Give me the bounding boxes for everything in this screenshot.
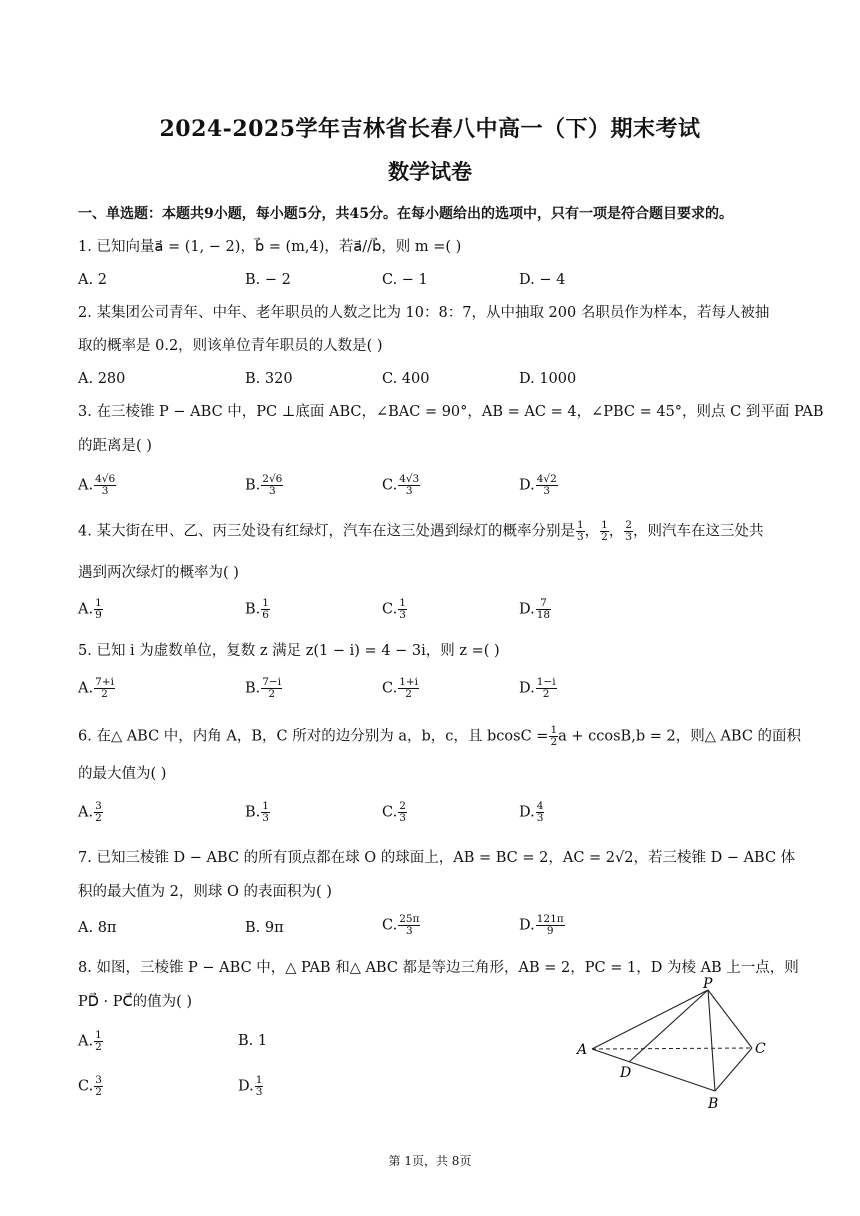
q4-stem-line2: 遇到两次绿灯的概率为( )	[78, 565, 239, 581]
q7-stem-line2: 积的最大值为 2，则球 O 的表面积为( )	[78, 884, 332, 900]
q5-option-d: D. $\frac{1-i}{2}$	[519, 676, 556, 700]
q8-option-a: A. $\frac{1}{2}$	[78, 1029, 102, 1053]
q3-stem-line2: 的距离是( )	[78, 438, 152, 454]
q8-stem-line1: 8. 如图，三棱锥 P − ABC 中，△ PAB 和△ ABC 都是等边三角形，AB = 2，PC = 1，D 为棱 AB 上一点，则	[78, 960, 799, 976]
edge-pa	[592, 990, 708, 1049]
q2-option-c: C. 400	[382, 371, 430, 387]
q8-option-b: B. 1	[238, 1033, 268, 1049]
exam-title: 2024-2025学年吉林省长春八中高一（下）期末考试	[159, 116, 701, 142]
q8-option-c: C. $\frac{3}{2}$	[78, 1074, 102, 1098]
edge-ac-hidden	[592, 1048, 752, 1049]
q3-option-b: B. $\frac{2√6}{3}$	[245, 473, 283, 497]
label-p: P	[703, 976, 713, 992]
q5-option-b: B. $\frac{7-i}{2}$	[245, 676, 282, 700]
q8-stem-line2: PD⃗ · PC⃗的值为( )	[78, 994, 193, 1010]
edge-ab	[592, 1049, 715, 1091]
q7-option-d: D. $\frac{121\pi}{9}$	[519, 913, 564, 937]
q3-option-a: A. $\frac{4√6}{3}$	[78, 473, 116, 497]
q6-option-a: A. $\frac{3}{2}$	[78, 800, 102, 824]
edge-pc	[708, 990, 752, 1048]
q3-option-d: D. $\frac{4√2}{3}$	[519, 473, 557, 497]
edge-bc	[715, 1048, 752, 1091]
q5-option-c: C. $\frac{1+i}{2}$	[382, 676, 419, 700]
q3-option-c: C. $\frac{4√3}{3}$	[382, 473, 420, 497]
q6-stem-line2: 的最大值为( )	[78, 766, 167, 782]
label-a: A	[577, 1042, 588, 1058]
q1-option-d: D. − 4	[519, 272, 566, 288]
q7-stem-line1: 7. 已知三棱锥 D − ABC 的所有顶点都在球 O 的球面上，AB = BC = 2，AC = 2√2，若三棱锥 D − ABC 体	[78, 850, 796, 866]
q7-option-c: C. $\frac{25\pi}{3}$	[382, 913, 420, 937]
q2-stem-line1: 2. 某集团公司青年、中年、老年职员的人数之比为 10：8：7，从中抽取 200 名职员作为样本，若每人被抽	[78, 305, 770, 321]
q4-option-a: A. $\frac{1}{9}$	[78, 597, 102, 621]
exam-subtitle: 数学试卷	[388, 159, 472, 184]
label-d: D	[620, 1065, 632, 1081]
q6-option-b: B. $\frac{1}{3}$	[245, 800, 269, 824]
page-footer: 第 1页，共 8页	[388, 1154, 472, 1168]
tetrahedron-figure	[565, 975, 785, 1115]
q2-option-b: B. 320	[245, 371, 293, 387]
q1-option-b: B. − 2	[245, 272, 291, 288]
q6-option-c: C. $\frac{2}{3}$	[382, 800, 406, 824]
q2-stem-line2: 取的概率是 0.2，则该单位青年职员的人数是( )	[78, 338, 383, 354]
q5-stem: 5. 已知 i 为虚数单位，复数 z 满足 z(1 − i) = 4 − 3i，则 z =( )	[78, 643, 500, 659]
q7-option-b: B. 9π	[245, 920, 284, 936]
q1-stem: 1. 已知向量a⃗ = (1, − 2)，b⃗ = (m,4)，若a⃗//b⃗，则 m =( )	[78, 239, 462, 255]
q1-option-c: C. − 1	[382, 272, 428, 288]
q1-option-a: A. 2	[78, 272, 107, 288]
q7-option-a: A. 8π	[78, 920, 117, 936]
edge-pb	[708, 990, 715, 1091]
q3-stem-line1: 3. 在三棱锥 P − ABC 中，PC ⊥底面 ABC，∠BAC = 90°，AB = AC = 4，∠PBC = 45°，则点 C 到平面 PAB	[78, 404, 824, 420]
q2-option-a: A. 280	[78, 371, 126, 387]
q4-option-d: D. $\frac{7}{18}$	[519, 597, 551, 621]
q4-stem-line1: 4. 某大街在甲、乙、丙三处设有红绿灯，汽车在这三处遇到绿灯的概率分别是 $\frac{1}{3}$ ， $\frac{1}{2}$ ， $\frac{2}{3}$ ，则汽车在这三处共	[78, 519, 764, 543]
q6-option-d: D. $\frac{4}{3}$	[519, 800, 544, 824]
label-b: B	[708, 1096, 719, 1112]
q4-option-c: C. $\frac{1}{3}$	[382, 597, 406, 621]
q2-option-d: D. 1000	[519, 371, 577, 387]
q8-option-d: D. $\frac{1}{3}$	[238, 1074, 263, 1098]
q4-option-b: B. $\frac{1}{6}$	[245, 597, 269, 621]
q5-option-a: A. $\frac{7+i}{2}$	[78, 676, 114, 700]
section-heading: 一、单选题：本题共9小题，每小题5分，共45分。在每小题给出的选项中，只有一项是符合题目要求的。	[78, 206, 733, 222]
label-c: C	[755, 1041, 766, 1057]
segment-pd	[629, 990, 708, 1062]
q6-stem-line1: 6. 在△ ABC 中，内角 A，B，C 所对的边分别为 a，b，c，且 bcosC = $\frac{1}{2}$ a + ccosB,b = 2，则△ ABC 的面积	[78, 724, 802, 748]
